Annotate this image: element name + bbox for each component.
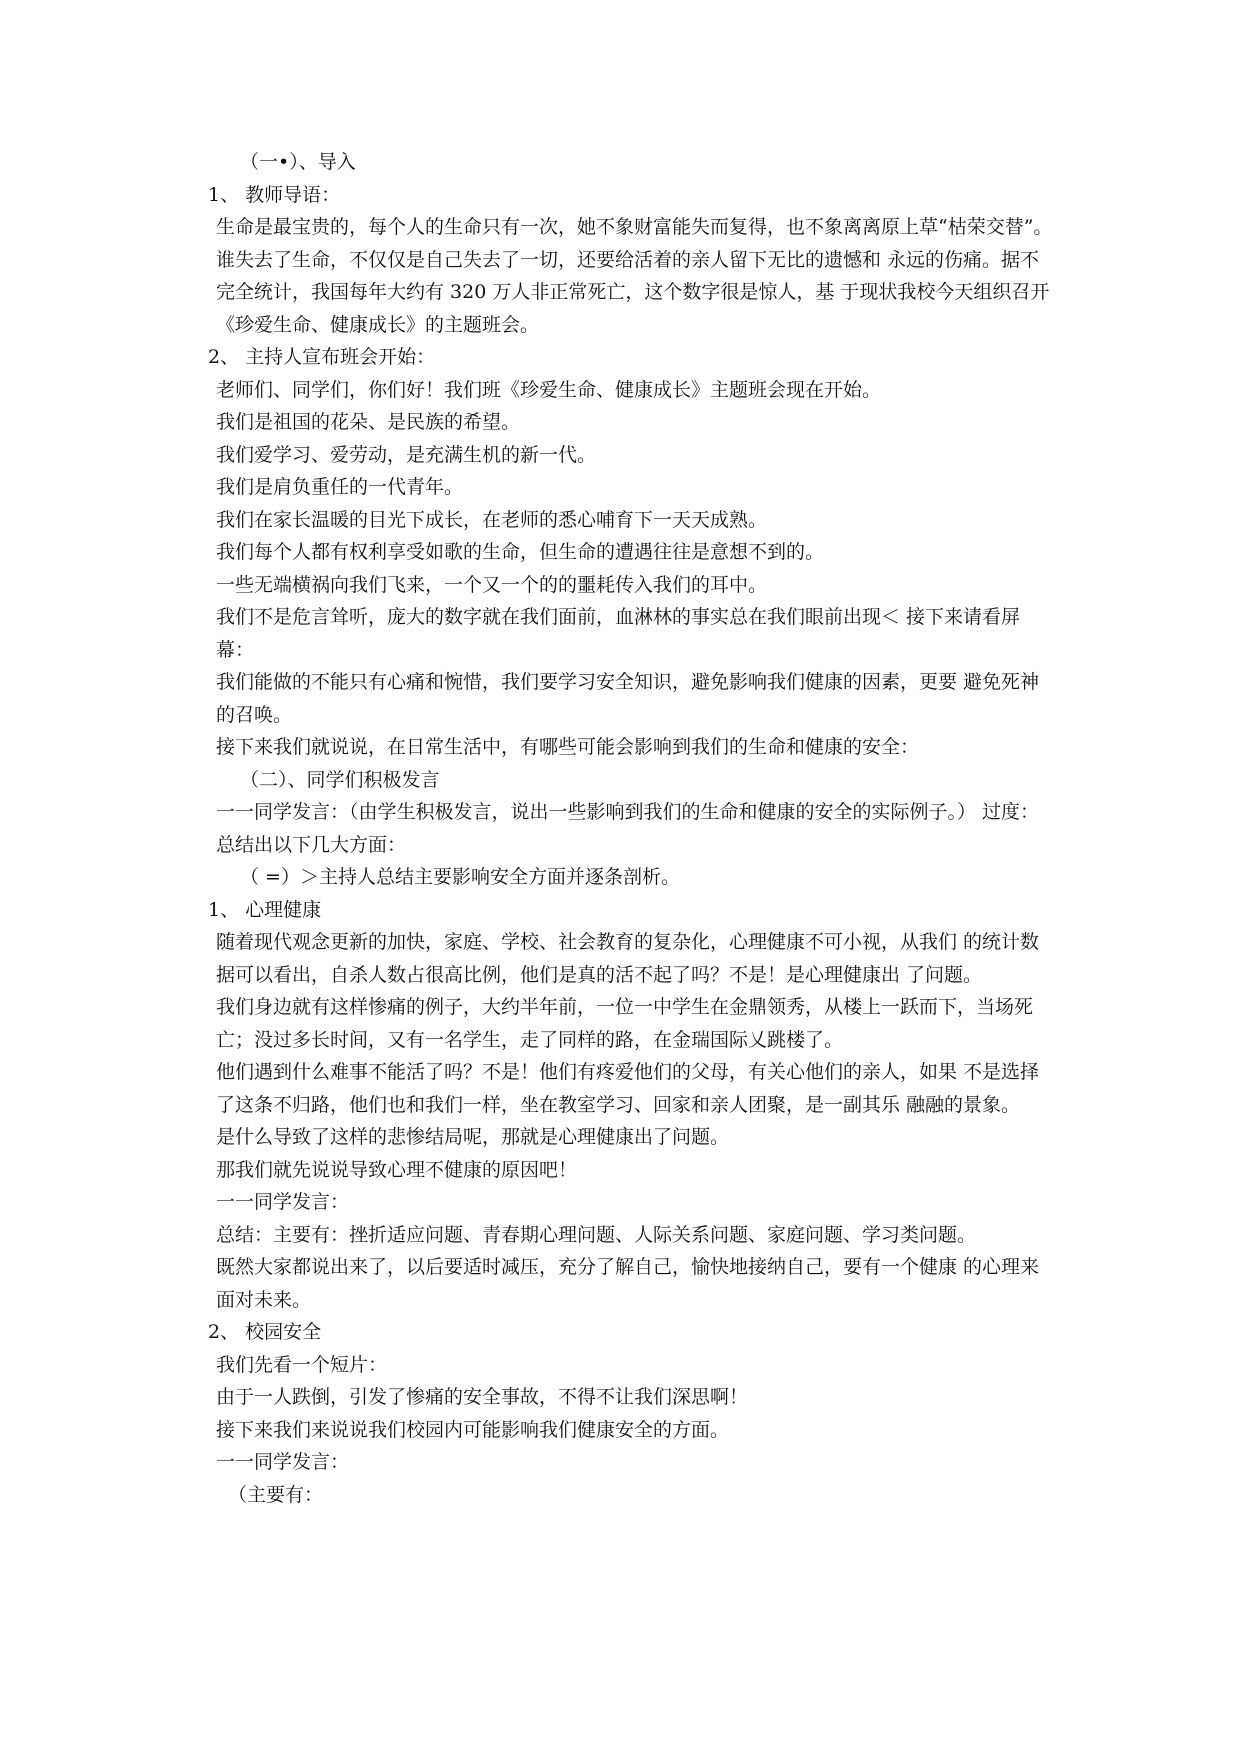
paragraph: 一一同学发言： (216, 1451, 350, 1473)
paragraph: 我们是肩负重任的一代青年。 (216, 476, 464, 498)
paragraph: 生命是最宝贵的，每个人的生命只有一次，她不象财富能失而复得，也不象离离原上草“枯荣交替”。谁失去了生命，不仅仅是自己失去了一切，还要给活着的亲人留下无比的遗憾和 永远的伤痛。据不完全统计，我国每年大约有 320 万人非正常死亡，这个数字很是惊人，基 于现状我校今天组织召开《珍爱生命、健康成长》的主题班会。 (216, 216, 1053, 336)
paragraph: 我们身边就有这样惨痛的例子，大约半年前，一位一中学生在金鼎领秀，从楼上一跃而下，当场死亡；没过多长时间，又有一名学生，走了同样的路，在金瑞国际乂跳楼了。 (216, 996, 1034, 1051)
paragraph: 我们不是危言耸听，庞大的数字就在我们面前，血淋林的事实总在我们眼前出现＜ 接下来请看屏幕： (216, 606, 1021, 661)
section-heading-discussion: （二）、同学们积极发言 (240, 768, 440, 791)
paragraph: 我们是祖国的花朵、是民族的希望。 (216, 411, 521, 433)
paragraph: 接下来我们来说说我们校园内可能影响我们健康安全的方面。 (216, 1418, 730, 1441)
item-heading-campus-safety: 2、 校园安全 (208, 1321, 322, 1343)
document-body (208, 146, 1058, 1511)
paragraph: 他们遇到什么难事不能活了吗？不是！他们有疼爱他们的父母，有关心他们的亲人，如果 不是选择了这条不归路，他们也和我们一样，坐在教室学习、回家和亲人团聚，是一副其乐 融融的景象。 (216, 1061, 1040, 1116)
paragraph: 我们每个人都有权利享受如歌的生命，但生命的遭遇往往是意想不到的。 (216, 541, 825, 563)
paragraph: 是什么导致了这样的悲惨结局呢，那就是心理健康出了问题。 (216, 1126, 730, 1148)
item-heading-host: 2、 主持人宣布班会开始： (208, 346, 436, 368)
paragraph: 接下来我们就说说，在日常生活中，有哪些可能会影响到我们的生命和健康的安全： (216, 736, 920, 758)
paragraph: 一一同学发言： (216, 1191, 350, 1213)
paragraph: 一些无端横祸向我们飞来，一个又一个的的噩耗传入我们的耳中。 (216, 573, 768, 596)
paragraph: 那我们就先说说导致心理不健康的原因吧！ (216, 1158, 578, 1181)
item-heading-teacher: 1、 教师导语： (208, 183, 341, 206)
paragraph: （主要有： (228, 1483, 324, 1506)
paragraph: 我们在家长温暖的目光下成长，在老师的悉心哺育下一天天成熟。 (216, 508, 768, 531)
item-heading-mental-health: 1、 心理健康 (208, 898, 322, 921)
section-heading-summary: （ =）＞主持人总结主要影响安全方面并逐条剖析。 (240, 866, 680, 888)
paragraph: 我们先看一个短片： (216, 1353, 388, 1376)
paragraph: 我们爱学习、爱劳动，是充满生机的新一代。 (216, 443, 597, 466)
paragraph: 我们能做的不能只有心痛和惋惜，我们要学习安全知识，避免影响我们健康的因素，更要 避免死神的召唤。 (216, 671, 1040, 726)
section-heading-intro: （一•）、导入 (240, 151, 356, 173)
paragraph: 一一同学发言：（由学生积极发言，说出一些影响到我们的生命和健康的安全的实际例子。） 过度：总结出以下几大方面： (216, 801, 1040, 856)
paragraph: 既然大家都说出来了，以后要适时减压，充分了解自己，愉快地接纳自己，要有一个健康 的心理来面对未来。 (216, 1256, 1040, 1311)
paragraph: 随着现代观念更新的加快，家庭、学校、社会教育的复杂化，心理健康不可小视，从我们 的统计数据可以看出，自杀人数占很高比例，他们是真的活不起了吗？不是！是心理健康出 了问题。 (216, 931, 1040, 986)
paragraph: 老师们、同学们，你们好！我们班《珍爱生命、健康成长》主题班会现在开始。 (216, 378, 882, 401)
paragraph: 由于一人跌倒，引发了惨痛的安全事故，不得不让我们深思啊！ (216, 1386, 749, 1408)
paragraph: 总结：主要有：挫折适应问题、青春期心理问题、人际关系问题、家庭问题、学习类问题。 (216, 1223, 977, 1246)
